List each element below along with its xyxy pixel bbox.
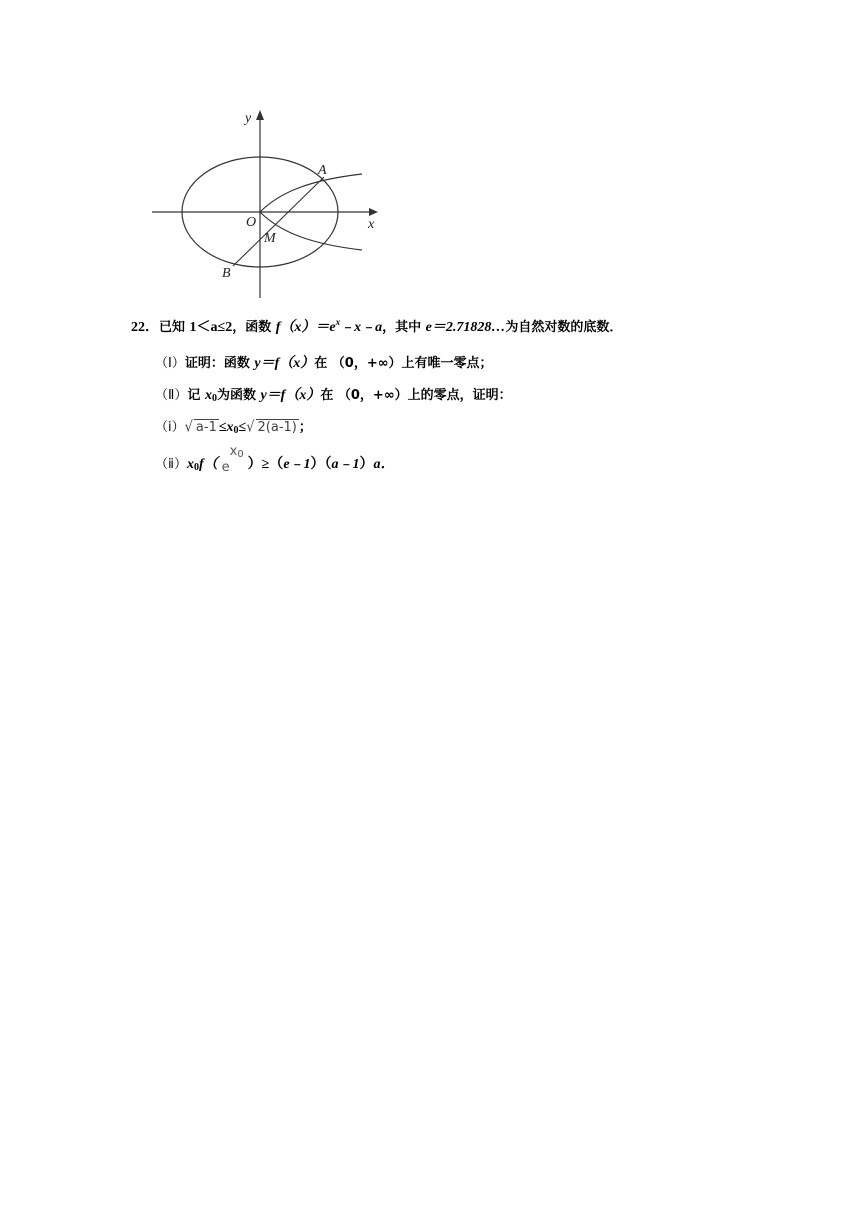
sub-part-ii-label: （ⅱ） [155, 457, 187, 472]
sub-part-i: （ⅰ）√ $a-1 \le x_0\le√$ 2(a-1) ； [155, 418, 312, 437]
sub-part-i-label: （ⅰ） [155, 420, 185, 435]
part-2: （Ⅱ）记 $x_0$为函数 y＝f（x）在 （0，+∞）上的零点，证明： [155, 388, 512, 404]
e-power-x0: e x0 [221, 444, 244, 475]
label-y: y [245, 111, 252, 126]
part-1: （Ⅰ）证明：函数 y＝f（x）在 （0，+∞）上有唯一零点； [155, 356, 493, 371]
y-axis-arrow [256, 110, 264, 120]
sqrt-a-minus-1: √ a-1 [184, 418, 217, 437]
sqrt-2-a-minus-1: √ 2(a-1) [246, 418, 297, 437]
problem-stem: 22．已知 1＜a≤2，函数 $f(x)=e^x﹣x﹣a$，其中 e＝2.71828…为自然对数的底数． [131, 317, 623, 335]
condition: 1＜a≤2 [189, 320, 233, 335]
figure-svg [140, 100, 400, 305]
label-a: A [318, 163, 327, 178]
label-m: M [264, 231, 276, 246]
label-b: B [222, 266, 231, 281]
parabola-upper [260, 174, 362, 212]
x-axis-arrow [369, 208, 378, 216]
ellipse-parabola-figure [140, 100, 400, 305]
e-definition: e＝2.71828… [425, 320, 506, 335]
label-x: x [368, 217, 375, 232]
part-1-label: （Ⅰ） [155, 356, 185, 371]
function-def: f（x）＝e [275, 320, 336, 335]
label-o: O [246, 215, 257, 230]
part-2-label: （Ⅱ） [155, 388, 188, 403]
sub-part-ii: $(ⅱ)x_0f$（ e x0 ）≥（e﹣1）（a﹣1）a． [155, 444, 395, 475]
problem-number: 22． [131, 320, 159, 335]
